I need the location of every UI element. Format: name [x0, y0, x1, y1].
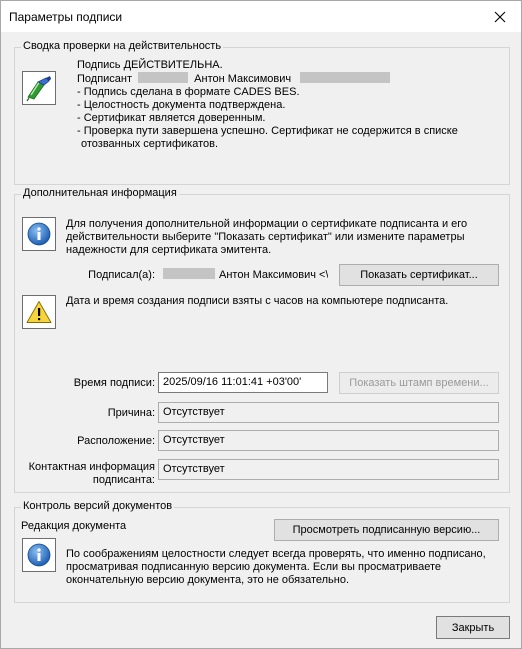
location-field: Отсутствует — [158, 430, 499, 451]
info-icon — [26, 221, 52, 247]
redacted-patronymic — [300, 72, 390, 83]
validity-line: - Подпись сделана в формате CADES BES. — [77, 86, 300, 98]
revision-label: Редакция документа — [21, 520, 127, 532]
additional-group-title: Дополнительная информация — [23, 187, 177, 199]
info-icon — [26, 542, 52, 568]
contact-field: Отсутствует — [158, 459, 499, 480]
contact-label — [19, 461, 155, 487]
version-info-line: просматривая подписанную версию документа. Если вы просматриваете — [66, 561, 442, 573]
signature-status-icon-box — [22, 71, 56, 105]
show-timestamp-button[interactable]: Показать штамп времени... — [339, 372, 499, 394]
validity-line: - Проверка пути завершена успешно. Сертификат не содержится в списке — [77, 125, 458, 137]
validity-summary-group — [14, 40, 510, 185]
contact-label-line1: Контактная информация — [28, 461, 155, 473]
signature-pen-icon — [24, 73, 54, 103]
show-certificate-button[interactable]: Показать сертификат... — [339, 264, 499, 286]
signed-by-value: Антон Максимович <\ — [219, 269, 329, 281]
validity-details — [77, 59, 458, 151]
info-icon-box — [22, 217, 56, 251]
contact-label-line2: подписанта: — [92, 474, 155, 486]
signer-name: Антон Максимович — [194, 73, 292, 85]
version-info-text — [66, 548, 486, 587]
warning-icon-box — [22, 295, 56, 329]
window-title: Параметры подписи — [9, 10, 123, 24]
clock-warning-text: Дата и время создания подписи взяты с часов на компьютере подписанта. — [66, 295, 449, 307]
validity-line: отозванных сертификатов. — [81, 138, 219, 150]
version-info-line: По соображениям целостности следует всегда проверять, что именно подписано, — [66, 548, 486, 560]
validity-group-title: Сводка проверки на действительность — [23, 40, 222, 52]
info-line: действительности выберите "Показать сертификат" или измените параметры — [66, 231, 465, 243]
sign-time-field: 2025/09/16 11:01:41 +03'00' — [158, 372, 328, 393]
info-line: Для получения дополнительной информации о сертификате подписанта и его — [66, 218, 468, 230]
validity-status-text: Подпись ДЕЙСТВИТЕЛЬНА. — [77, 59, 223, 71]
close-window-button[interactable] — [485, 5, 515, 29]
signed-by-field — [158, 264, 329, 285]
sign-time-label: Время подписи: — [73, 377, 155, 389]
version-info-line: окончательную версию документа, это не обязательно. — [66, 574, 350, 586]
version-info-icon-box — [22, 538, 56, 572]
signer-prefix: Подписант — [77, 73, 133, 85]
redacted-surname — [138, 72, 188, 83]
validity-signer-line — [77, 72, 458, 86]
validity-line: - Целостность документа подтверждена. — [77, 99, 286, 111]
reason-label: Причина: — [107, 407, 155, 419]
warning-icon — [26, 300, 52, 324]
version-control-group — [14, 500, 510, 603]
view-signed-version-button[interactable]: Просмотреть подписанную версию... — [274, 519, 499, 541]
validity-line: - Сертификат является доверенным. — [77, 112, 266, 124]
close-button[interactable]: Закрыть — [436, 616, 510, 639]
title-bar — [1, 1, 521, 32]
versions-group-title: Контроль версий документов — [23, 500, 173, 512]
redacted-signer-surname — [163, 268, 215, 279]
additional-info-group — [14, 187, 510, 493]
info-line: надежности для сертификата эмитента. — [66, 244, 272, 256]
location-label: Расположение: — [77, 435, 155, 447]
additional-info-text — [66, 218, 467, 257]
reason-field: Отсутствует — [158, 402, 499, 423]
signed-by-label: Подписал(а): — [88, 269, 155, 281]
close-icon — [494, 11, 506, 23]
